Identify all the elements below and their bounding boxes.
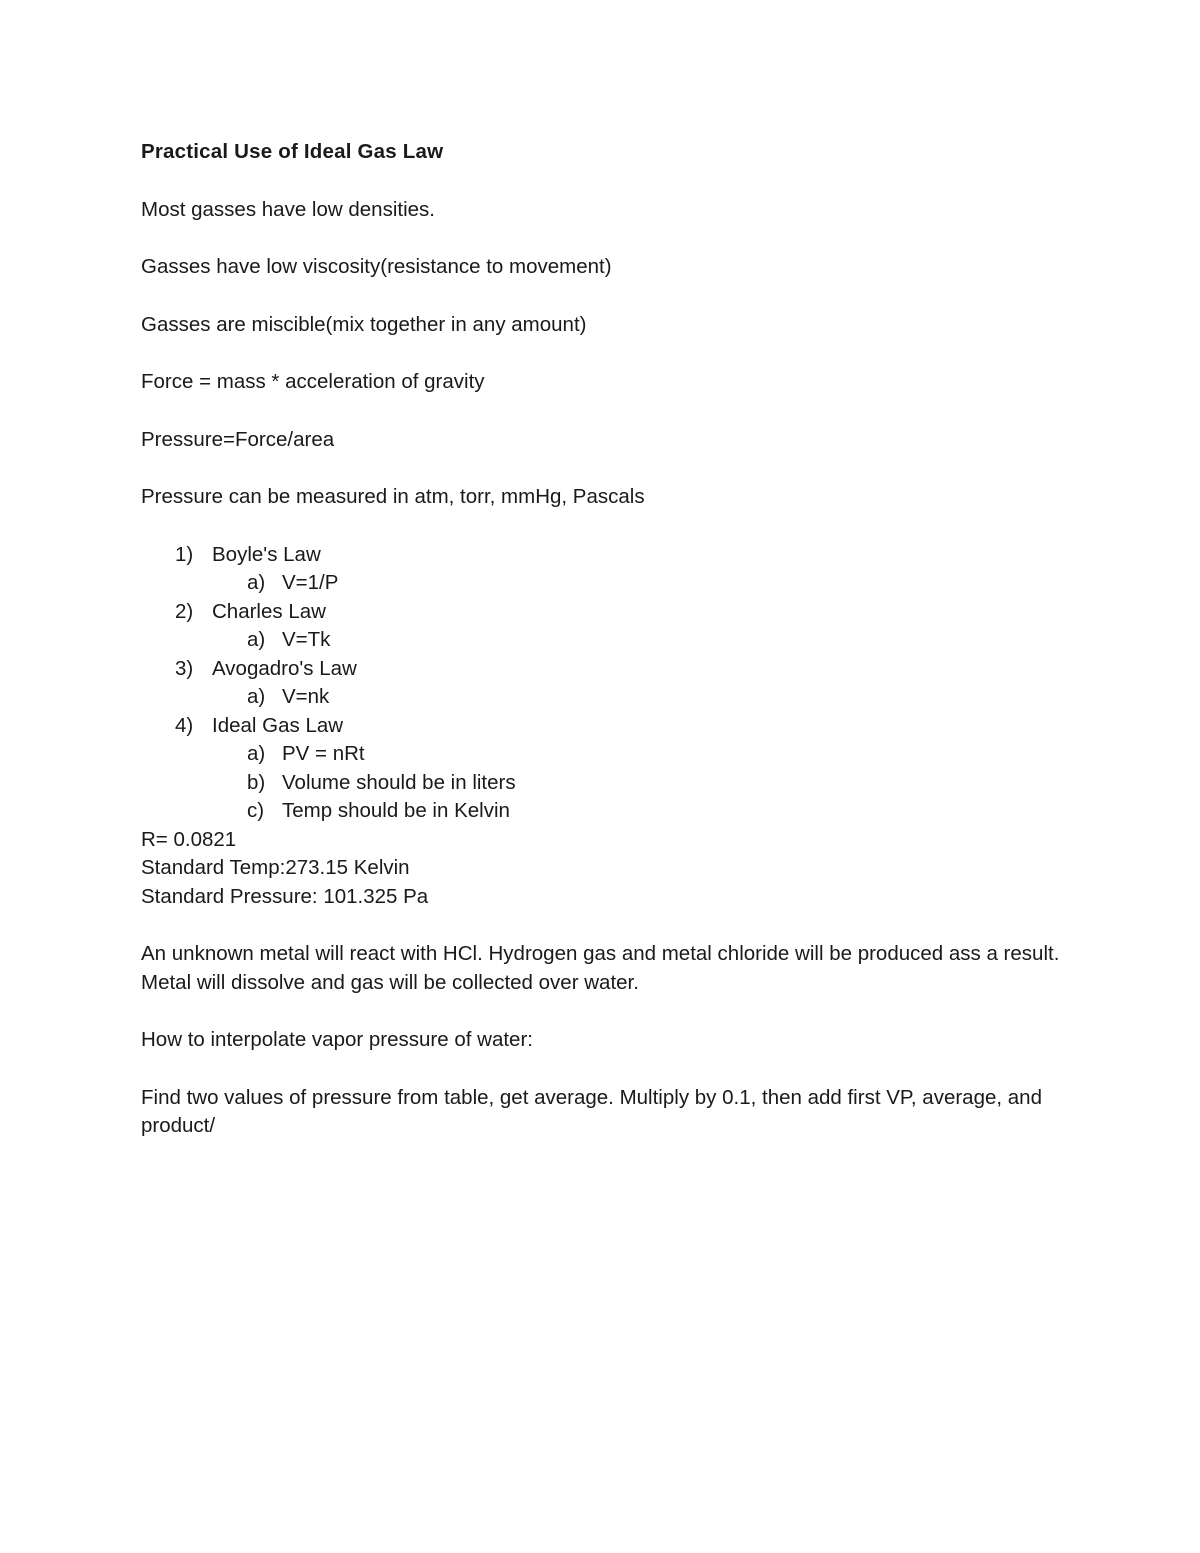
sub-item-avogadros-formula [141,683,1061,712]
constant-standard-pressure: Standard Pressure: 101.325 Pa [141,884,429,908]
list-item-label: Avogadro's Law [212,656,357,680]
list-marker: 4) [175,713,194,737]
sub-marker: b) [247,770,266,794]
document-title: Practical Use of Ideal Gas Law [141,140,444,163]
paragraph-densities: Most gasses have low densities. [141,197,435,221]
sub-item-text: V=1/P [282,571,339,594]
paragraph-viscosity: Gasses have low viscosity(resistance to movement) [141,255,612,278]
paragraph-interpolate-heading: How to interpolate vapor pressure of water: [141,1028,533,1051]
list-item-avogadros-law [141,655,1061,684]
constant-r: R= 0.0821 [141,827,237,851]
paragraph-pressure-units: Pressure can be measured in atm, torr, mmHg, Pascals [141,485,645,508]
paragraph-reaction: An unknown metal will react with HCl. Hydrogen gas and metal chloride will be produced ass a result. Metal will dissolve and gas will be collected over water. [141,942,1060,994]
sub-item-temp-units [141,797,1061,826]
list-item-label: Boyle's Law [212,542,321,566]
constant-standard-temp: Standard Temp:273.15 Kelvin [141,856,410,879]
paragraph-pressure: Pressure=Force/area [141,427,335,451]
gas-laws-list [141,541,1061,826]
sub-item-text: Volume should be in liters [282,770,516,794]
document-page [141,138,1061,1170]
list-marker: 1) [175,542,194,566]
sub-marker: c) [247,799,265,822]
paragraph-force: Force = mass * acceleration of gravity [141,370,485,393]
sub-item-boyles-formula [141,569,1061,598]
list-marker: 2) [175,599,194,623]
sub-item-text: V=Tk [282,628,331,651]
sub-item-text: Temp should be in Kelvin [282,799,510,822]
list-item-ideal-gas-law [141,712,1061,741]
list-marker: 3) [175,656,194,680]
list-item-label: Charles Law [212,599,326,623]
sub-item-text: PV = nRt [282,742,365,765]
list-item-boyles-law [141,541,1061,570]
sub-marker: a) [247,628,266,651]
paragraph-miscible: Gasses are miscible(mix together in any amount) [141,312,587,336]
sub-marker: a) [247,685,266,708]
sub-item-ideal-formula [141,740,1061,769]
paragraph-interpolate-steps: Find two values of pressure from table, get average. Multiply by 0.1, then add first VP, average, and product/ [141,1085,1042,1137]
sub-item-volume-units [141,769,1061,798]
sub-marker: a) [247,571,266,594]
sub-item-charles-formula [141,626,1061,655]
list-item-label: Ideal Gas Law [212,713,344,737]
sub-item-text: V=nk [282,685,330,708]
sub-marker: a) [247,742,266,765]
list-item-charles-law [141,598,1061,627]
